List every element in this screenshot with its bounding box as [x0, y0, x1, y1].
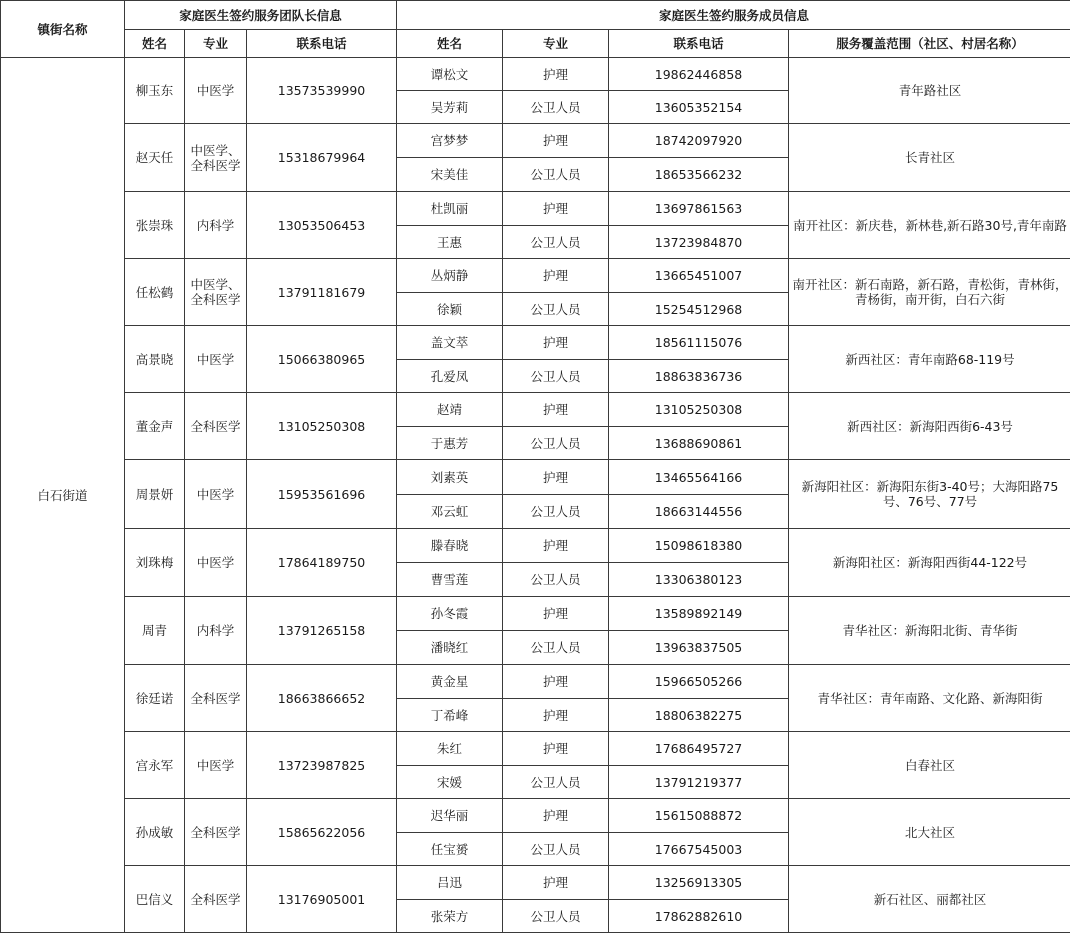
member-name-cell: 王惠: [397, 226, 503, 259]
member-specialty-cell: 公卫人员: [503, 226, 609, 259]
leader-phone-cell: 13176905001: [247, 866, 397, 933]
leader-phone-cell: 13791265158: [247, 597, 397, 665]
leader-specialty-cell: 中医学: [185, 529, 247, 597]
member-specialty-cell: 护理: [503, 665, 609, 699]
member-specialty-cell: 护理: [503, 58, 609, 91]
leader-specialty-cell: 内科学: [185, 192, 247, 259]
coverage-cell: 青年路社区: [789, 58, 1070, 124]
member-name-cell: 孔爱凤: [397, 360, 503, 393]
member-phone-cell: 18806382275: [609, 699, 789, 732]
leader-phone-cell: 13791181679: [247, 259, 397, 326]
leader-name-cell: 任松鹤: [125, 259, 185, 326]
member-name-cell: 黄金星: [397, 665, 503, 699]
member-phone-cell: 13963837505: [609, 631, 789, 665]
leader-specialty-cell: 中医学: [185, 326, 247, 393]
coverage-cell: 新西社区：新海阳西街6-43号: [789, 393, 1070, 460]
member-phone-cell: 13256913305: [609, 866, 789, 900]
member-specialty-cell: 护理: [503, 732, 609, 766]
member-phone-cell: 13697861563: [609, 192, 789, 226]
table-row: [1, 665, 1070, 699]
member-specialty-cell: 公卫人员: [503, 495, 609, 529]
member-name-cell: 潘晓红: [397, 631, 503, 665]
leader-name-cell: 张崇珠: [125, 192, 185, 259]
leader-name-cell: 宫永军: [125, 732, 185, 799]
coverage-cell: 青华社区：新海阳北街、青华街: [789, 597, 1070, 665]
member-name-cell: 吴芳莉: [397, 91, 503, 124]
table-row: [1, 393, 1070, 427]
member-specialty-cell: 护理: [503, 326, 609, 360]
member-phone-cell: 15098618380: [609, 529, 789, 563]
leader-name-cell: 周青: [125, 597, 185, 665]
table-row: [1, 529, 1070, 563]
member-phone-header: 联系电话: [609, 30, 789, 58]
member-phone-cell: 13665451007: [609, 259, 789, 293]
member-specialty-cell: 公卫人员: [503, 766, 609, 799]
member-name-cell: 朱红: [397, 732, 503, 766]
leader-name-header: 姓名: [125, 30, 185, 58]
leader-name-cell: 柳玉东: [125, 58, 185, 124]
leader-name-cell: 董金声: [125, 393, 185, 460]
member-phone-cell: 17667545003: [609, 833, 789, 866]
header-row-columns: [1, 30, 1070, 58]
leader-phone-header: 联系电话: [247, 30, 397, 58]
member-group-header: 家庭医生签约服务成员信息: [397, 1, 1070, 30]
leader-name-cell: 赵天任: [125, 124, 185, 192]
member-phone-cell: 18663144556: [609, 495, 789, 529]
leader-phone-cell: 13105250308: [247, 393, 397, 460]
coverage-cell: 北大社区: [789, 799, 1070, 866]
table-row: [1, 597, 1070, 631]
leader-name-cell: 刘珠梅: [125, 529, 185, 597]
coverage-cell: 南开社区：新庆巷，新林巷,新石路30号,青年南路: [789, 192, 1070, 259]
member-specialty-cell: 护理: [503, 699, 609, 732]
member-specialty-cell: 护理: [503, 259, 609, 293]
leader-phone-cell: 13723987825: [247, 732, 397, 799]
table-row: [1, 866, 1070, 900]
leader-phone-cell: 13053506453: [247, 192, 397, 259]
member-specialty-cell: 护理: [503, 799, 609, 833]
leader-specialty-cell: 全科医学: [185, 799, 247, 866]
header-row-group: [1, 1, 1070, 30]
member-specialty-cell: 公卫人员: [503, 900, 609, 933]
table-row: [1, 259, 1070, 293]
table-row: [1, 124, 1070, 158]
leader-specialty-cell: 中医学: [185, 732, 247, 799]
member-phone-cell: 15966505266: [609, 665, 789, 699]
member-phone-cell: 15254512968: [609, 293, 789, 326]
leader-phone-cell: 15318679964: [247, 124, 397, 192]
member-name-cell: 丛炳静: [397, 259, 503, 293]
member-phone-cell: 13465564166: [609, 460, 789, 495]
leader-phone-cell: 13573539990: [247, 58, 397, 124]
member-name-cell: 盖文萃: [397, 326, 503, 360]
member-name-cell: 张荣方: [397, 900, 503, 933]
member-name-cell: 邓云虹: [397, 495, 503, 529]
member-name-cell: 杜凯丽: [397, 192, 503, 226]
member-name-cell: 宋媛: [397, 766, 503, 799]
member-phone-cell: 18742097920: [609, 124, 789, 158]
member-phone-cell: 13105250308: [609, 393, 789, 427]
leader-name-cell: 孙成敏: [125, 799, 185, 866]
table-row: [1, 326, 1070, 360]
member-specialty-cell: 护理: [503, 124, 609, 158]
member-phone-cell: 15615088872: [609, 799, 789, 833]
leader-phone-cell: 17864189750: [247, 529, 397, 597]
leader-specialty-cell: 中医学、全科医学: [185, 124, 247, 192]
member-specialty-cell: 护理: [503, 192, 609, 226]
member-phone-cell: 19862446858: [609, 58, 789, 91]
coverage-cell: 新海阳社区：新海阳西街44-122号: [789, 529, 1070, 597]
member-phone-cell: 13589892149: [609, 597, 789, 631]
leader-name-cell: 巴信义: [125, 866, 185, 933]
table-row: [1, 799, 1070, 833]
member-phone-cell: 18561115076: [609, 326, 789, 360]
member-name-header: 姓名: [397, 30, 503, 58]
member-specialty-cell: 护理: [503, 529, 609, 563]
leader-specialty-cell: 中医学: [185, 460, 247, 529]
leader-specialty-header: 专业: [185, 30, 247, 58]
table-row: [1, 192, 1070, 226]
town-name-cell: 白石街道: [1, 58, 125, 933]
member-specialty-cell: 公卫人员: [503, 833, 609, 866]
leader-specialty-cell: 全科医学: [185, 665, 247, 732]
leader-name-cell: 徐廷诺: [125, 665, 185, 732]
table-row: [1, 460, 1070, 495]
coverage-cell: 新西社区：青年南路68-119号: [789, 326, 1070, 393]
member-phone-cell: 13723984870: [609, 226, 789, 259]
member-phone-cell: 18863836736: [609, 360, 789, 393]
leader-specialty-cell: 全科医学: [185, 866, 247, 933]
leader-phone-cell: 15953561696: [247, 460, 397, 529]
coverage-cell: 新石社区、丽都社区: [789, 866, 1070, 933]
member-name-cell: 任宝赟: [397, 833, 503, 866]
member-name-cell: 迟华丽: [397, 799, 503, 833]
member-name-cell: 谭松文: [397, 58, 503, 91]
leader-specialty-cell: 中医学、全科医学: [185, 259, 247, 326]
leader-specialty-cell: 全科医学: [185, 393, 247, 460]
member-phone-cell: 13605352154: [609, 91, 789, 124]
member-phone-cell: 13688690861: [609, 427, 789, 460]
leader-specialty-cell: 内科学: [185, 597, 247, 665]
member-phone-cell: 13791219377: [609, 766, 789, 799]
member-specialty-header: 专业: [503, 30, 609, 58]
leader-group-header: 家庭医生签约服务团队长信息: [125, 1, 397, 30]
member-phone-cell: 18653566232: [609, 158, 789, 192]
table-row: [1, 732, 1070, 766]
member-specialty-cell: 公卫人员: [503, 563, 609, 597]
member-specialty-cell: 公卫人员: [503, 158, 609, 192]
member-name-cell: 于惠芳: [397, 427, 503, 460]
coverage-cell: 新海阳社区：新海阳东街3-40号；大海阳路75号、76号、77号: [789, 460, 1070, 529]
coverage-cell: 南开社区：新石南路，新石路，青松街，青林街，青杨街，南开街，白石六街: [789, 259, 1070, 326]
leader-name-cell: 周景妍: [125, 460, 185, 529]
member-specialty-cell: 公卫人员: [503, 293, 609, 326]
member-phone-cell: 17862882610: [609, 900, 789, 933]
leader-name-cell: 高景晓: [125, 326, 185, 393]
leader-phone-cell: 15865622056: [247, 799, 397, 866]
member-specialty-cell: 公卫人员: [503, 427, 609, 460]
leader-phone-cell: 18663866652: [247, 665, 397, 732]
member-specialty-cell: 护理: [503, 597, 609, 631]
member-specialty-cell: 公卫人员: [503, 631, 609, 665]
member-name-cell: 刘素英: [397, 460, 503, 495]
table-body: [1, 58, 1070, 933]
member-specialty-cell: 公卫人员: [503, 91, 609, 124]
member-phone-cell: 13306380123: [609, 563, 789, 597]
member-specialty-cell: 护理: [503, 460, 609, 495]
member-name-cell: 孙冬霞: [397, 597, 503, 631]
member-specialty-cell: 护理: [503, 866, 609, 900]
member-name-cell: 滕春晓: [397, 529, 503, 563]
leader-phone-cell: 15066380965: [247, 326, 397, 393]
coverage-cell: 白春社区: [789, 732, 1070, 799]
coverage-header: 服务覆盖范围（社区、村居名称）: [789, 30, 1070, 58]
leader-specialty-cell: 中医学: [185, 58, 247, 124]
coverage-cell: 长青社区: [789, 124, 1070, 192]
member-name-cell: 赵靖: [397, 393, 503, 427]
member-phone-cell: 17686495727: [609, 732, 789, 766]
member-name-cell: 丁希峰: [397, 699, 503, 732]
member-name-cell: 曹雪莲: [397, 563, 503, 597]
member-specialty-cell: 护理: [503, 393, 609, 427]
member-name-cell: 吕迅: [397, 866, 503, 900]
member-name-cell: 宫梦梦: [397, 124, 503, 158]
town-column-header: 镇街名称: [1, 1, 125, 58]
coverage-cell: 青华社区：青年南路、文化路、新海阳街: [789, 665, 1070, 732]
member-name-cell: 徐颖: [397, 293, 503, 326]
table-row: [1, 58, 1070, 91]
member-name-cell: 宋美佳: [397, 158, 503, 192]
member-specialty-cell: 公卫人员: [503, 360, 609, 393]
